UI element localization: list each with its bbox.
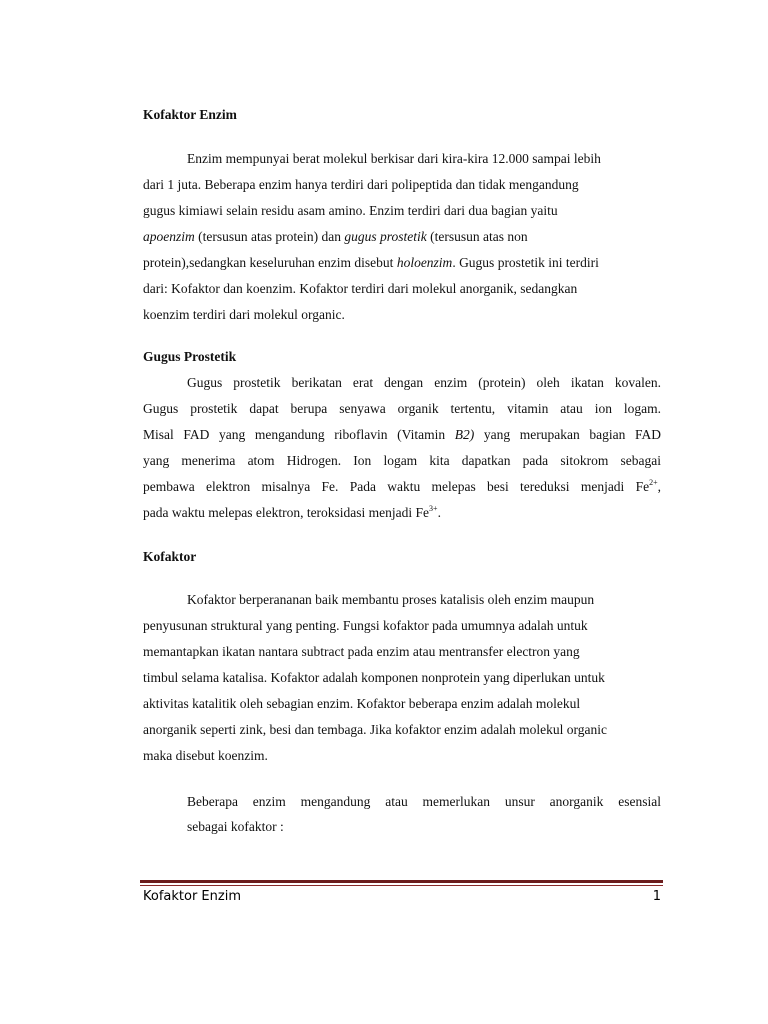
section-heading-gugus-prostetik: Gugus Prostetik	[143, 349, 237, 364]
text-line: Kofaktor berperananan baik membantu proses katalisis oleh enzim maupun	[187, 592, 595, 607]
text-run: yang merupakan bagian FAD	[474, 427, 661, 442]
text-line: maka disebut koenzim.	[143, 748, 268, 763]
text-line: penyusunan struktural yang penting. Fungsi kofaktor pada umumnya adalah untuk	[143, 618, 588, 633]
text-line	[143, 250, 661, 276]
text-line	[143, 500, 661, 526]
text-run: (tersusun atas non	[426, 229, 528, 244]
paragraph-unsur-anorganik	[187, 789, 661, 839]
footer-title: Kofaktor Enzim	[143, 889, 241, 904]
text-run: ,	[657, 479, 661, 494]
paragraph-gugus-prostetik	[143, 370, 661, 526]
text-run: Misal FAD yang mengandung riboflavin (Vitamin	[143, 427, 455, 442]
text-line: anorganik seperti zink, besi dan tembaga. Jika kofaktor enzim adalah molekul organic	[143, 722, 607, 737]
footer-rule-thin	[140, 885, 663, 886]
text-run: pembawa elektron misalnya Fe. Pada waktu melepas besi tereduksi menjadi Fe	[143, 479, 650, 494]
superscript-charge: 3+	[429, 503, 438, 513]
text-line: aktivitas katalitik oleh sebagian enzim. Kofaktor beberapa enzim adalah molekul	[143, 696, 581, 711]
text-line: Enzim mempunyai berat molekul berkisar dari kira-kira 12.000 sampai lebih	[187, 151, 601, 166]
text-line: memantapkan ikatan nantara subtract pada enzim atau mentransfer electron yang	[143, 644, 580, 659]
section-heading-kofaktor-enzim: Kofaktor Enzim	[143, 107, 237, 122]
text-line: dari: Kofaktor dan koenzim. Kofaktor terdiri dari molekul anorganik, sedangkan	[143, 281, 578, 296]
text-line: dari 1 juta. Beberapa enzim hanya terdiri dari polipeptida dan tidak mengandung	[143, 177, 579, 192]
text-run: protein),sedangkan keseluruhan enzim disebut	[143, 255, 397, 270]
text-run: pada waktu melepas elektron, teroksidasi menjadi Fe	[143, 505, 430, 520]
text-line	[143, 422, 661, 448]
text-line	[143, 474, 661, 500]
text-line: yang menerima atom Hidrogen. Ion logam kita dapatkan pada sitokrom sebagai	[143, 453, 661, 468]
text-line: sebagai kofaktor :	[187, 819, 284, 834]
italic-term-gugus-prostetik: gugus prostetik	[344, 229, 427, 244]
italic-term-b2: B2)	[454, 427, 475, 442]
text-line: Gugus prostetik berikatan erat dengan enzim (protein) oleh ikatan kovalen.	[187, 375, 661, 390]
text-run: (tersusun atas protein) dan	[194, 229, 345, 244]
page-number: 1	[652, 889, 661, 904]
paragraph-kofaktor	[143, 587, 661, 769]
text-line: Beberapa enzim mengandung atau memerlukan unsur anorganik esensial	[187, 794, 661, 809]
text-run: .	[437, 505, 441, 520]
text-line: gugus kimiawi selain residu asam amino. Enzim terdiri dari dua bagian yaitu	[143, 203, 558, 218]
section-heading-kofaktor: Kofaktor	[143, 549, 197, 564]
text-line	[143, 224, 661, 250]
italic-term-holoenzim: holoenzim	[396, 255, 453, 270]
text-run: . Gugus prostetik ini terdiri	[452, 255, 599, 270]
text-line: timbul selama katalisa. Kofaktor adalah komponen nonprotein yang diperlukan untuk	[143, 670, 605, 685]
footer-rule-thick	[140, 880, 663, 883]
superscript-charge: 2+	[649, 477, 658, 487]
text-line: koenzim terdiri dari molekul organic.	[143, 307, 345, 322]
italic-term-apoenzim: apoenzim	[143, 229, 195, 244]
paragraph-enzim-intro	[143, 146, 661, 328]
text-line: Gugus prostetik dapat berupa senyawa organik tertentu, vitamin atau ion logam.	[143, 401, 661, 416]
